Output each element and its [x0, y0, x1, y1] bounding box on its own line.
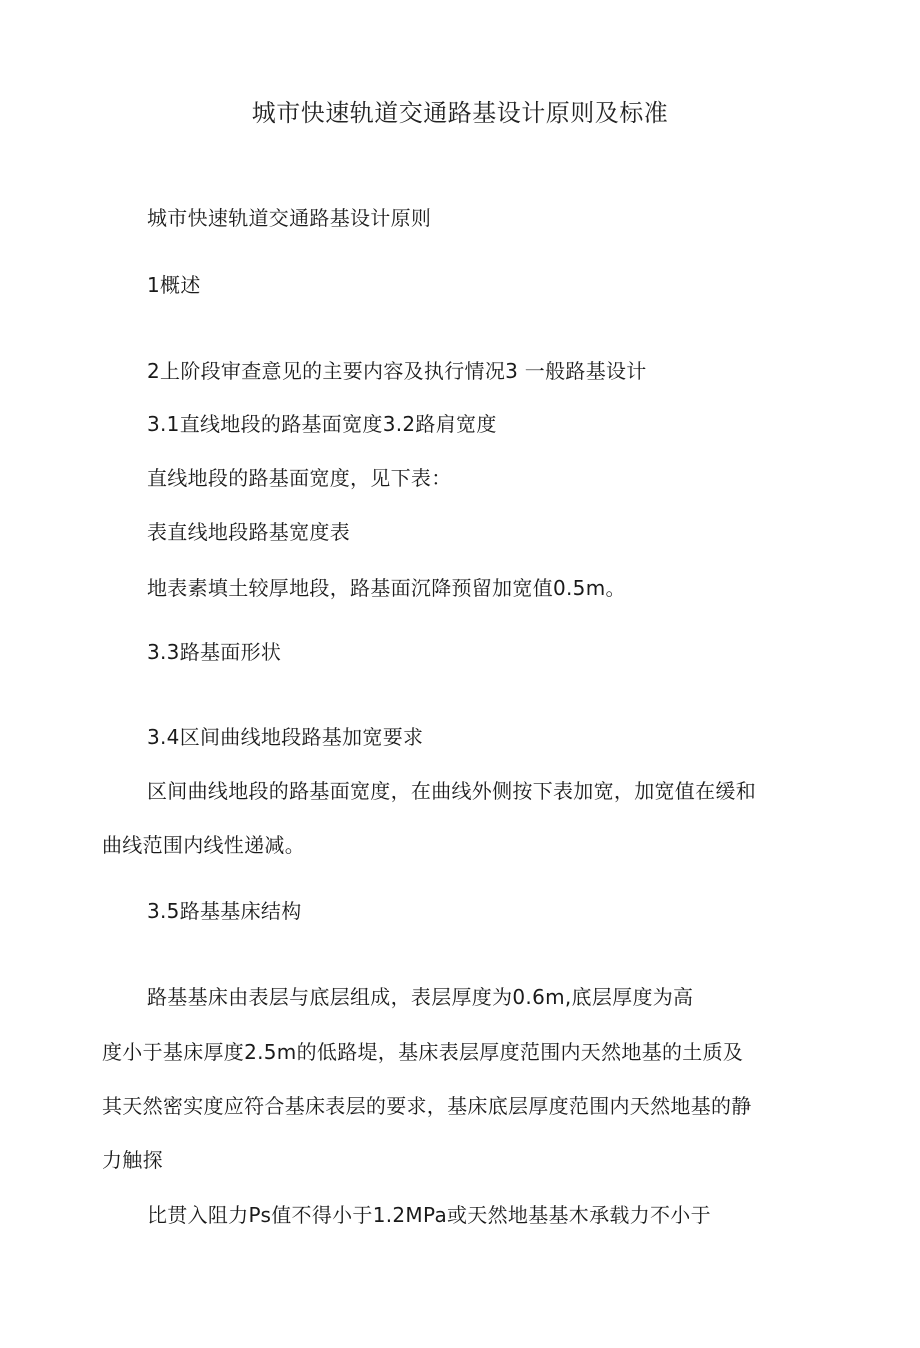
- paragraph-line: 地表素填土较厚地段，路基面沉降预留加宽值0.5m。: [147, 576, 626, 600]
- paragraph-line: 区间曲线地段的路基面宽度，在曲线外侧按下表加宽，加宽值在缓和: [147, 779, 756, 803]
- section-heading: 3.1直线地段的路基面宽度3.2路肩宽度: [147, 412, 497, 436]
- paragraph-line: 曲线范围内线性递减。: [102, 833, 305, 857]
- section-heading: 3.3路基面形状: [147, 640, 282, 664]
- section-heading: 城市快速轨道交通路基设计原则: [147, 206, 432, 230]
- paragraph-line: 路基基床由表层与底层组成，表层厚度为0.6m,底层厚度为高: [147, 985, 694, 1009]
- section-heading: 3.5路基基床结构: [147, 899, 302, 923]
- document-title: 城市快速轨道交通路基设计原则及标准: [251, 99, 669, 127]
- section-heading: 2上阶段审查意见的主要内容及执行情况3 一般路基设计: [147, 359, 647, 383]
- paragraph-line: 其天然密实度应符合基床表层的要求，基床底层厚度范围内天然地基的静: [102, 1094, 752, 1118]
- paragraph-line: 力触探: [102, 1148, 163, 1172]
- table-caption: 表直线地段路基宽度表: [147, 520, 350, 544]
- paragraph-line: 度小于基床厚度2.5m的低路堤，基床表层厚度范围内天然地基的土质及: [102, 1040, 744, 1064]
- section-heading: 3.4区间曲线地段路基加宽要求: [147, 725, 424, 749]
- section-heading: 1概述: [147, 273, 201, 297]
- paragraph-line: 比贯入阻力Ps值不得小于1.2MPa或天然地基基木承载力不小于: [147, 1203, 711, 1227]
- paragraph-line: 直线地段的路基面宽度，见下表：: [147, 466, 452, 490]
